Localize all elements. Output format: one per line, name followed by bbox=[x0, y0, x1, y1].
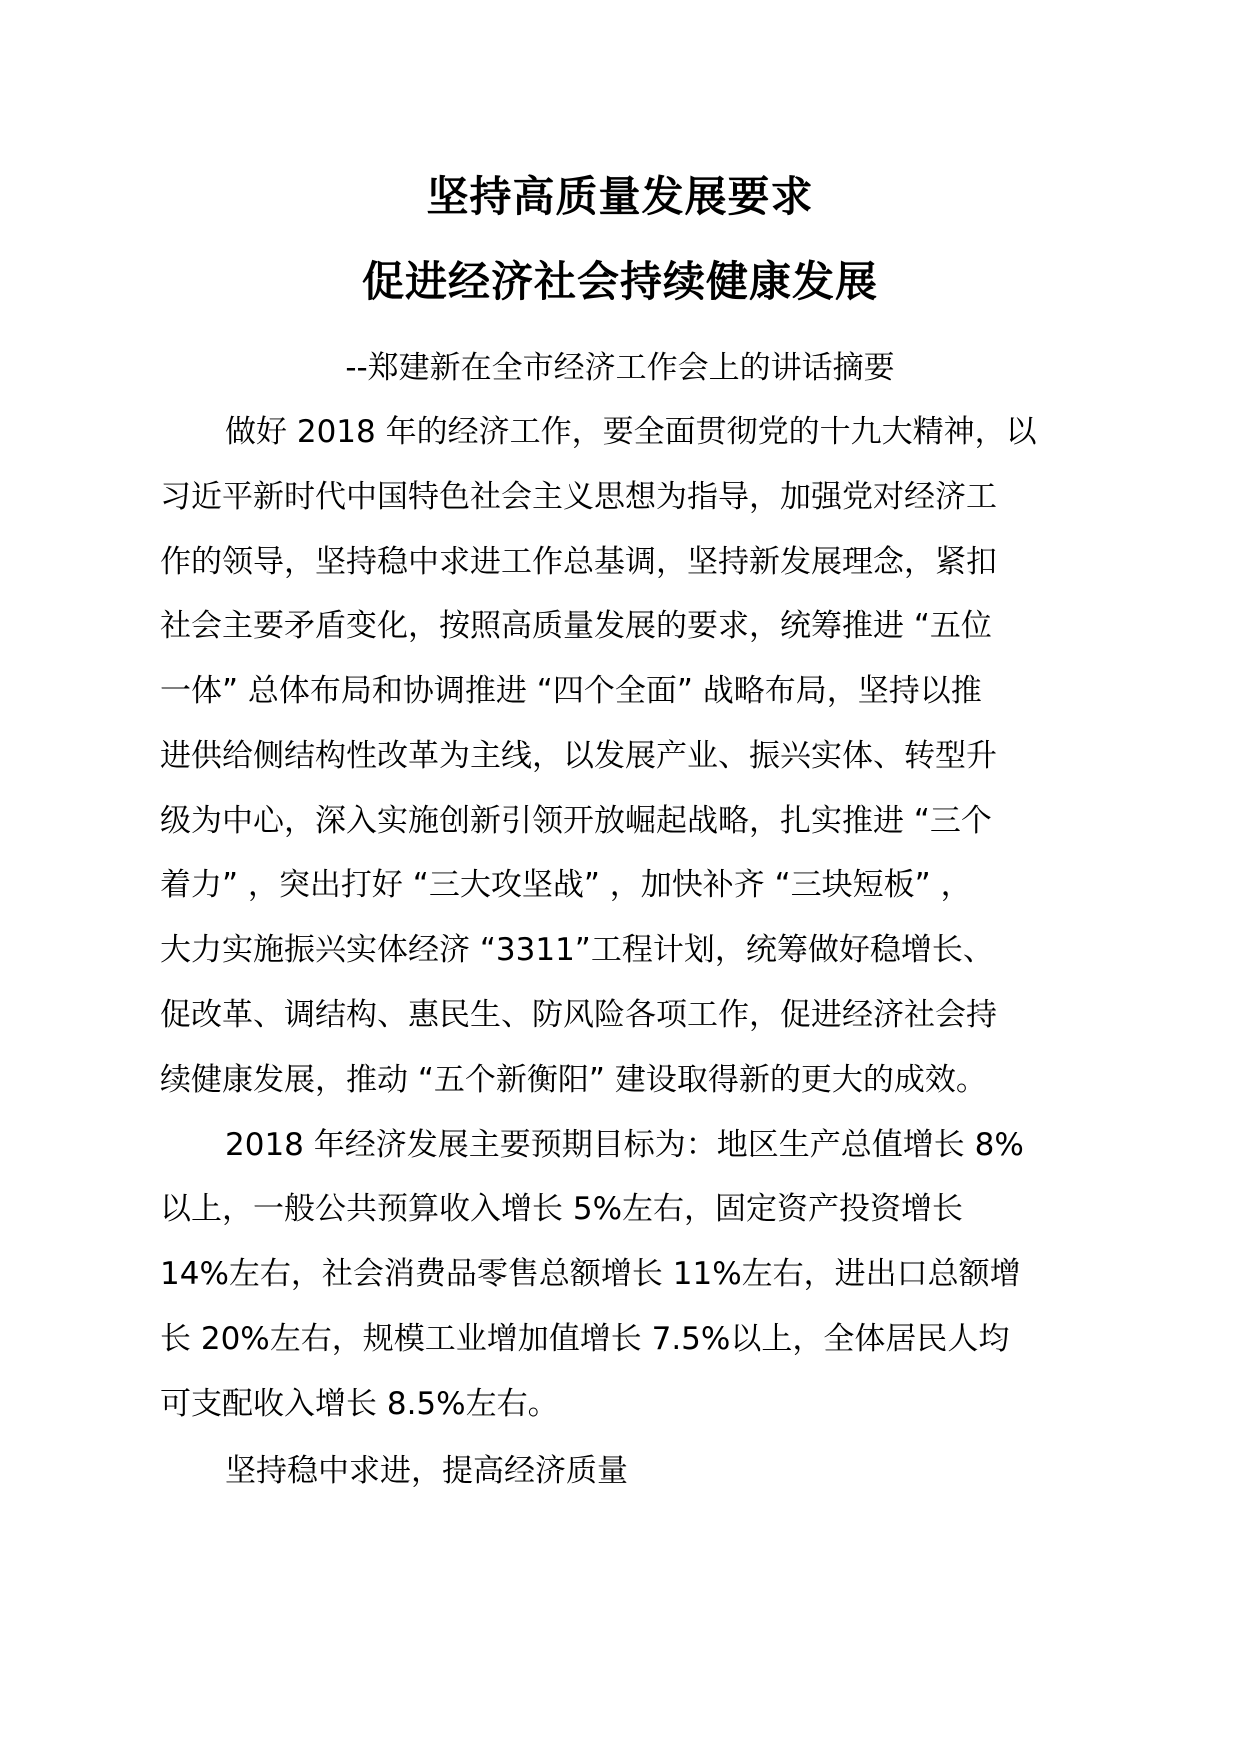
paragraph-line: 习近平新时代中国特色社会主义思想为指导，加强党对经济工 bbox=[160, 479, 997, 515]
section-heading: 坚持稳中求进，提高经济质量 bbox=[225, 1453, 628, 1489]
paragraph-line: 一体” 总体布局和协调推进 “四个全面” 战略布局，坚持以推 bbox=[160, 673, 982, 709]
paragraph-line: 长 20%左右，规模工业增加值增长 7.5%以上，全体居民人均 bbox=[160, 1321, 1010, 1357]
paragraph-line: 以上，一般公共预算收入增长 5%左右，固定资产投资增长 bbox=[160, 1191, 964, 1227]
paragraph-line: 进供给侧结构性改革为主线，以发展产业、振兴实体、转型升 bbox=[160, 738, 997, 774]
document-title-line-1: 坚持高质量发展要求 bbox=[426, 172, 814, 221]
paragraph-line: 社会主要矛盾变化，按照高质量发展的要求，统筹推进 “五位 bbox=[160, 608, 992, 644]
document-title-line-2: 促进经济社会持续健康发展 bbox=[361, 257, 878, 306]
paragraph-line: 级为中心，深入实施创新引领开放崛起战略，扎实推进 “三个 bbox=[160, 803, 992, 839]
paragraph-line: 着力” ，突出打好 “三大攻坚战” ，加快补齐 “三块短板” ， bbox=[160, 867, 972, 903]
paragraph-line: 2018 年经济发展主要预期目标为：地区生产总值增长 8% bbox=[225, 1127, 1024, 1163]
paragraph-line: 促改革、调结构、惠民生、防风险各项工作，促进经济社会持 bbox=[160, 997, 997, 1033]
paragraph-line: 14%左右，社会消费品零售总额增长 11%左右，进出口总额增 bbox=[160, 1256, 1021, 1292]
paragraph-line: 续健康发展，推动 “五个新衡阳” 建设取得新的更大的成效。 bbox=[160, 1062, 987, 1098]
paragraph-line: 大力实施振兴实体经济 “3311”工程计划，统筹做好稳增长、 bbox=[160, 932, 994, 968]
paragraph-line: 作的领导，坚持稳中求进工作总基调，坚持新发展理念，紧扣 bbox=[160, 544, 997, 580]
paragraph-line: 做好 2018 年的经济工作，要全面贯彻党的十九大精神，以 bbox=[225, 414, 1037, 450]
document-subtitle: --郑建新在全市经济工作会上的讲话摘要 bbox=[345, 350, 895, 386]
paragraph-line: 可支配收入增长 8.5%左右。 bbox=[160, 1386, 559, 1422]
